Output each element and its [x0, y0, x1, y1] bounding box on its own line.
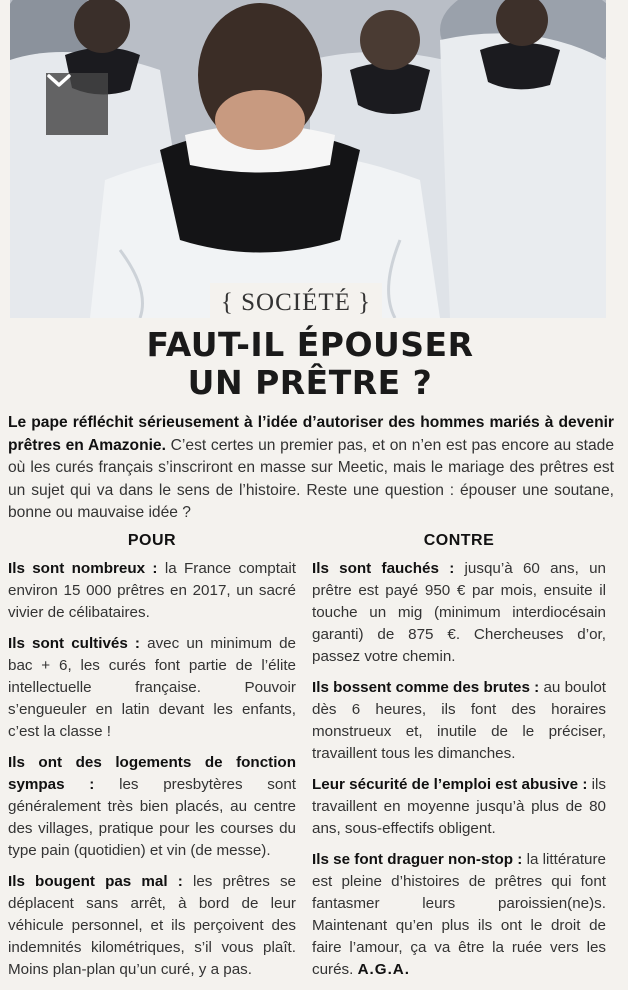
pour-item-lead: Ils sont nombreux :	[8, 560, 158, 577]
pour-heading: POUR	[127, 532, 177, 549]
header-photo	[10, 0, 606, 318]
contre-item-lead: Ils se font draguer non-stop :	[312, 851, 523, 868]
contre-item-lead: Ils bossent comme des brutes :	[312, 679, 540, 696]
contre-item-lead: Ils sont fauchés :	[312, 560, 455, 577]
contre-item-text: la littérature est pleine d’histoires de prêtres qui font fantasmer leurs paroissien(ne)s. Maintenant qu’en plus ils ont le droit de faire l’amour, ça va être la ruée vers les curés.	[312, 851, 606, 978]
article-headline	[60, 326, 560, 402]
contre-item-text: ils travaillent en moyenne jusqu’à plus de 80 ans, sous-effectifs obligent.	[312, 776, 607, 837]
pour-item-text: la France comptait environ 15 000 prêtres en 2017, un sacré vivier de célibataires.	[8, 560, 296, 621]
contre-item	[312, 677, 606, 765]
contre-column	[312, 530, 606, 990]
section-rubric: { SOCIÉTÉ }	[210, 283, 382, 323]
pour-column	[8, 530, 296, 990]
contre-item	[312, 558, 606, 668]
intro-lead: Le pape réfléchit sérieusement à l’idée d’autoriser des hommes mariés à devenir prêtres en Amazonie.	[8, 414, 614, 454]
priests-illustration	[10, 0, 606, 318]
contre-item-text: au boulot dès 6 heures, ils font des horaires monstrueux et, inutile de le préciser, travaillent tous les dimanches.	[312, 679, 606, 762]
pour-item	[8, 558, 296, 624]
contre-heading: CONTRE	[423, 532, 495, 549]
pour-item-lead: Ils bougent pas mal :	[8, 873, 183, 890]
headline-line-2: UN PRÊTRE ?	[187, 363, 433, 402]
intro-body: C’est certes un premier pas, et on n’en est pas encore au stade où les curés français s’inscriront en masse sur Meetic, mais le mariage des prêtres est un sujet qui va dans le sens de l’histoire. Reste une question : épouser une soutane, bonne ou mauvaise idée ?	[8, 436, 615, 521]
pour-item	[8, 633, 296, 743]
pour-item-text: les presbytères sont généralement très bien placés, au centre des villages, pratique pour les courses du type pain (quotidien) et vin (de messe).	[8, 776, 296, 859]
contre-item	[312, 774, 606, 840]
article-intro	[8, 412, 614, 525]
expand-button[interactable]	[46, 73, 108, 135]
contre-item-lead: Leur sécurité de l’emploi est abusive :	[312, 776, 588, 793]
pour-item-lead: Ils sont cultivés :	[8, 635, 140, 652]
contre-item-text: jusqu’à 60 ans, un prêtre est payé 950 € par mois, ensuite il touche un mig (minimum interdiocésain garanti) de 875 €. Chercheuses d’or, passez votre chemin.	[312, 560, 606, 665]
chevron-down-icon	[46, 73, 72, 89]
headline-line-1: FAUT-IL ÉPOUSER	[146, 325, 474, 364]
contre-item	[312, 849, 606, 981]
pour-item-text: les prêtres se déplacent sans arrêt, à bord de leur véhicule personnel, et ils perçoivent des indemnités kilométriques, s’il vous plaît. Moins plan-plan qu’un curé, y a pas.	[8, 873, 296, 978]
pour-item	[8, 752, 296, 862]
author-signature: A.G.A.	[357, 961, 410, 978]
pour-item	[8, 871, 296, 981]
pour-item-text: avec un minimum de bac + 6, les curés font partie de l’élite intellectuelle française. Pouvoir s’engueuler en latin devant les enfants, c’est la classe !	[8, 635, 296, 740]
pour-item-lead: Ils ont des logements de fonction sympas :	[8, 754, 296, 793]
